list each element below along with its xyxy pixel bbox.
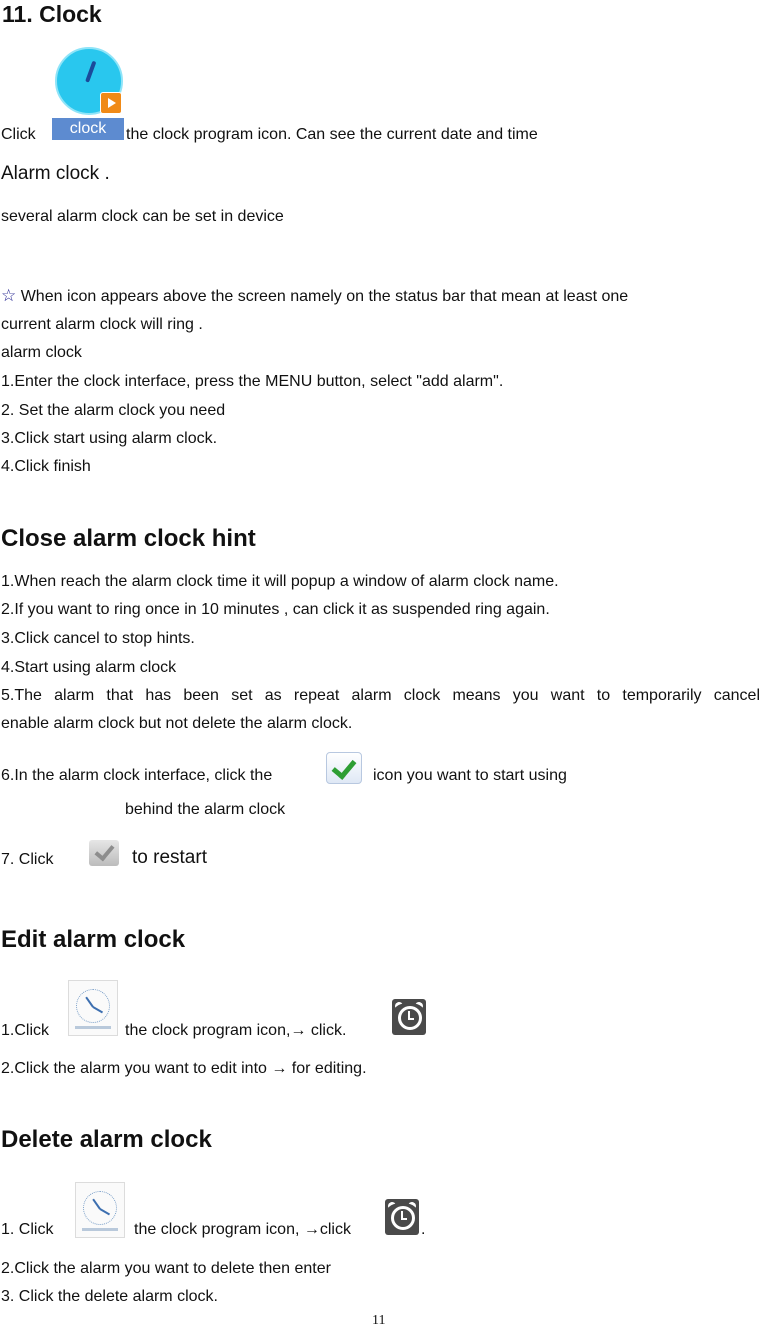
alarm-step-3: 3.Click start using alarm clock. <box>1 430 218 447</box>
star-icon: ☆ <box>1 286 17 305</box>
delete-step2: 2.Click the alarm you want to delete then enter <box>1 1260 331 1277</box>
alarm-clock-icon <box>392 999 426 1035</box>
close-line-4: 4.Start using alarm clock <box>1 659 177 676</box>
close-heading: Close alarm clock hint <box>1 525 256 552</box>
close-line-3: 3.Click cancel to stop hints. <box>1 630 195 647</box>
alarm-step-2: 2. Set the alarm clock you need <box>1 402 226 419</box>
check-icon <box>326 752 362 784</box>
clock-thumbnail-icon <box>68 980 118 1036</box>
edit-step1-before: 1.Click <box>1 1022 50 1039</box>
edit-step1-after: the clock program icon,→ click. <box>125 1022 347 1039</box>
step6-before: 6.In the alarm clock interface, click the <box>1 767 273 784</box>
step7-after: to restart <box>132 847 207 868</box>
note-line-1: ☆ When icon appears above the screen namely on the status bar that mean at least one <box>1 286 629 305</box>
clock-app-label: clock <box>52 118 124 140</box>
alarm-clock-icon <box>385 1199 419 1235</box>
note-line-2: current alarm clock will ring . <box>1 316 203 333</box>
alarm-list-title: alarm clock <box>1 344 82 361</box>
alarm-heading: Alarm clock . <box>1 163 110 184</box>
intro-click: Click <box>1 126 36 143</box>
step6-cont: behind the alarm clock <box>125 801 286 818</box>
clock-app-icon <box>52 44 124 140</box>
close-line-2: 2.If you want to ring once in 10 minutes , can click it as suspended ring again. <box>1 601 550 618</box>
page-number: 11 <box>372 1313 386 1328</box>
intro-text: the clock program icon. Can see the current date and time <box>126 126 538 143</box>
delete-heading: Delete alarm clock <box>1 1126 212 1153</box>
alarm-step-1: 1.Enter the clock interface, press the MENU button, select "add alarm". <box>1 373 504 390</box>
delete-step1-after: the clock program icon, →click <box>134 1221 351 1238</box>
check-grey-icon <box>89 840 119 866</box>
alarm-step-4: 4.Click finish <box>1 458 91 475</box>
close-line-6: enable alarm clock but not delete the alarm clock. <box>1 715 353 732</box>
play-badge-icon <box>100 92 122 114</box>
close-line-5: 5.The alarm that has been set as repeat alarm clock means you want to temporarily cancel <box>1 687 760 704</box>
close-line-1: 1.When reach the alarm clock time it will popup a window of alarm clock name. <box>1 573 559 590</box>
edit-heading: Edit alarm clock <box>1 926 186 953</box>
delete-step3: 3. Click the delete alarm clock. <box>1 1288 218 1305</box>
edit-step2: 2.Click the alarm you want to edit into → for editing. <box>1 1060 367 1077</box>
step6-after: icon you want to start using <box>373 767 567 784</box>
clock-thumbnail-icon <box>75 1182 125 1238</box>
several-text: several alarm clock can be set in device <box>1 208 284 225</box>
delete-step1-before: 1. Click <box>1 1221 54 1238</box>
delete-step1-end: . <box>421 1221 426 1238</box>
section-title: 11. Clock <box>2 1 102 27</box>
step7-before: 7. Click <box>1 851 54 868</box>
